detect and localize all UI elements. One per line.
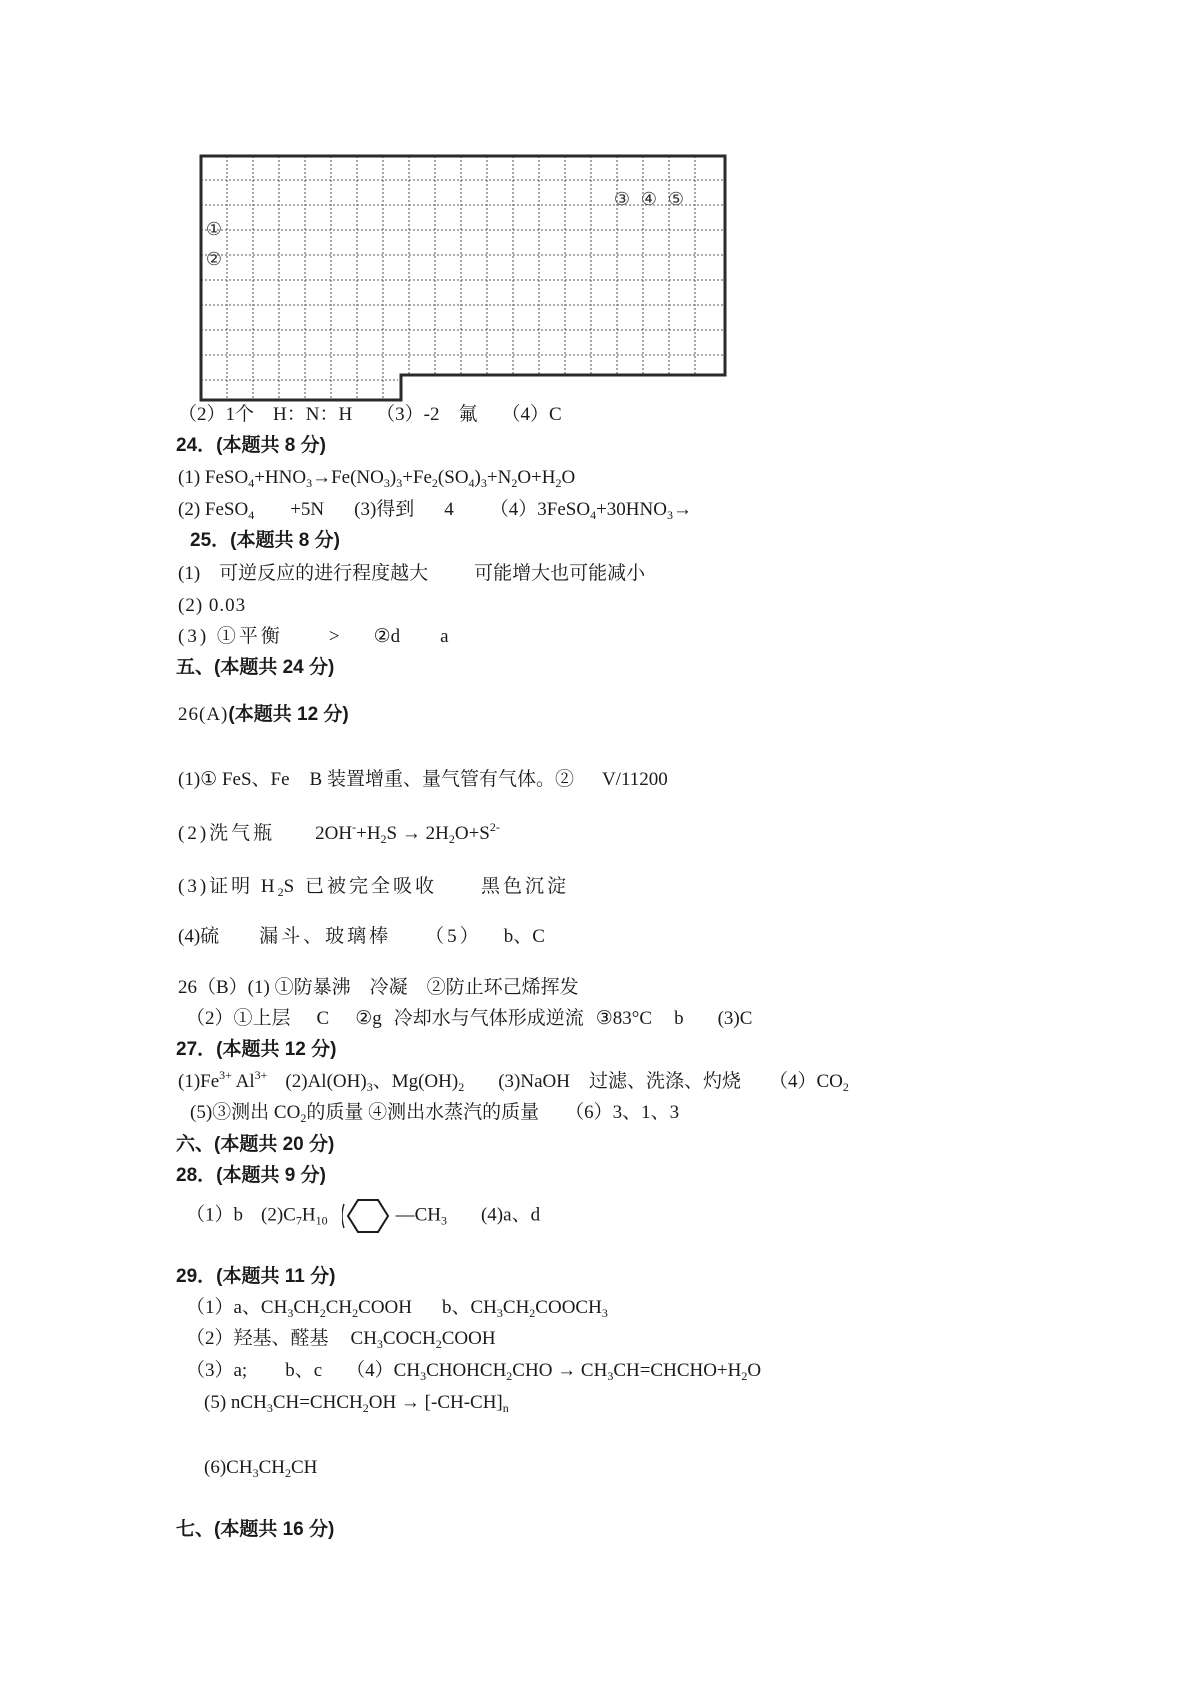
subscript: 3 (306, 476, 313, 490)
text: > (328, 626, 340, 647)
text: CH (290, 1457, 318, 1478)
subscript: 3 (601, 1306, 608, 1320)
text: CH (293, 1297, 320, 1318)
text: (4)a、d (480, 1204, 541, 1226)
text: ) (389, 467, 397, 488)
answer-23-line (178, 403, 562, 427)
subscript: 4 (248, 476, 255, 490)
answer-29-3 (186, 1359, 761, 1383)
text: （5） (425, 926, 482, 947)
answer-28-1 (186, 1196, 540, 1236)
subscript: 10 (315, 1213, 328, 1228)
text: (3)C (717, 1008, 753, 1029)
text: (3)得到 (354, 499, 415, 520)
subscript: 2 (362, 1401, 369, 1415)
text: (3)NaOH 过滤、洗涤、灼烧 (498, 1071, 741, 1092)
answer-23-3: （3）-2 氟 (376, 404, 478, 425)
answer-25-1 (178, 562, 645, 586)
text: COOH (358, 1297, 412, 1318)
text: 冷却水与气体形成逆流 (393, 1008, 584, 1029)
superscript: 3+ (219, 1068, 232, 1082)
subscript: 3 (440, 1213, 447, 1228)
answer-26a-1 (178, 768, 668, 792)
text: CH=CHCH (272, 1392, 363, 1413)
text: (1)Fe (178, 1071, 220, 1092)
marker-3: ③ (613, 189, 631, 210)
section-6-heading: 六、(本题共 20 分) (176, 1134, 335, 1155)
text: (2)洗气瓶 (178, 823, 276, 844)
text: CH (502, 1297, 530, 1318)
subscript: 3 (366, 1080, 373, 1094)
text: C (316, 1008, 330, 1029)
answer-27-2 (190, 1101, 679, 1125)
text: O+S (454, 823, 490, 844)
text: B 装置增重、量气管有气体。② (309, 769, 574, 790)
text: (2)Al(OH) (285, 1071, 367, 1092)
text: （3）a; (186, 1360, 248, 1381)
subscript: n (502, 1401, 509, 1415)
text: +5N (290, 499, 325, 520)
text: +H (356, 823, 381, 844)
text: S → 2H (386, 823, 449, 844)
text: +30HNO (596, 499, 667, 520)
subscript: 2 (458, 1080, 465, 1094)
text: (5) nCH (204, 1392, 267, 1413)
text: （1）b (186, 1204, 244, 1226)
text: （4）CO (768, 1071, 843, 1092)
text: (6)CH (204, 1457, 253, 1478)
text: 2OH (315, 823, 353, 844)
superscript: - (352, 820, 357, 834)
answer-26b-1: 26（B）(1) ①防暴沸 冷凝 ②防止环己烯挥发 (178, 977, 579, 998)
subscript: 4 (248, 508, 255, 522)
text: （2）①上层 (186, 1008, 291, 1029)
subscript: 2 (435, 1337, 442, 1351)
question-27-heading: 27．(本题共 12 分) (176, 1039, 337, 1060)
text: → (672, 499, 692, 520)
answer-29-6 (204, 1456, 317, 1480)
text: COOCH (535, 1297, 602, 1318)
text: （4）3FeSO (489, 499, 591, 520)
superscript: 3+ (254, 1068, 268, 1082)
text: +Fe (402, 467, 432, 488)
subscript: 2 (277, 885, 284, 899)
text: ②g (355, 1008, 382, 1029)
subscript: 2 (380, 832, 387, 846)
text: （6）3、1、3 (565, 1102, 680, 1123)
answer-29-2 (186, 1327, 496, 1351)
subscript: 2 (529, 1306, 536, 1320)
text: 26(A) (178, 704, 229, 725)
subscript: 3 (666, 508, 673, 522)
subscript: 2 (506, 1369, 513, 1383)
subscript: 3 (396, 476, 403, 490)
text: (3) ①平衡 (178, 626, 283, 647)
marker-2: ② (205, 249, 223, 270)
section-7-heading: 七、(本题共 16 分) (176, 1519, 335, 1540)
answer-24-1 (178, 466, 575, 490)
subscript: 2 (319, 1306, 326, 1320)
answer-26b-2 (186, 1007, 752, 1031)
subscript: 3 (287, 1306, 294, 1320)
text: COOH (441, 1328, 496, 1349)
text: b (674, 1008, 684, 1029)
subscript: 3 (420, 1369, 427, 1383)
cyclohexane-ring-icon (342, 1196, 396, 1236)
answer-25-3 (178, 625, 449, 649)
text: CH (350, 1328, 377, 1349)
subscript: 2 (448, 832, 455, 846)
text: (5)③测出 CO (190, 1102, 301, 1123)
subscript: 2 (555, 476, 562, 490)
subscript: 2 (300, 1111, 307, 1125)
text: 漏斗、玻璃棒 (259, 926, 392, 947)
subscript: 3 (376, 1337, 383, 1351)
text: O (561, 467, 576, 488)
text: （4）CH (346, 1360, 421, 1381)
text: V/11200 (601, 769, 668, 790)
text: 可能增大也可能减小 (474, 563, 646, 584)
text: (4)硫 (178, 926, 220, 947)
subscript: 7 (295, 1213, 302, 1228)
question-24-heading: 24．(本题共 8 分) (176, 435, 326, 456)
marker-1: ① (205, 219, 223, 240)
text: H (301, 1204, 316, 1226)
subscript: 4 (590, 508, 597, 522)
text: 黑色沉淀 (480, 876, 569, 897)
text: (3)证明 H (178, 876, 278, 897)
question-26a-heading (178, 703, 349, 727)
text: (1) FeSO (178, 467, 249, 488)
text: CH (258, 1457, 285, 1478)
text: (1) 可逆反应的进行程度越大 (178, 563, 429, 584)
text: CHOHCH (426, 1360, 507, 1381)
subscript: 3 (383, 476, 390, 490)
answer-29-1 (186, 1296, 608, 1320)
subscript: 3 (266, 1401, 273, 1415)
periodic-table-grid (198, 153, 728, 403)
text: +HNO (254, 467, 307, 488)
answer-29-5 (204, 1391, 509, 1415)
subscript: 2 (511, 476, 518, 490)
subscript: 4 (468, 476, 475, 490)
subscript: 3 (496, 1306, 503, 1320)
text: (本题共 12 分) (228, 704, 349, 725)
question-29-heading: 29．(本题共 11 分) (176, 1266, 336, 1287)
text: b、C (503, 926, 545, 947)
text: 的质量 ④测出水蒸汽的质量 (306, 1102, 540, 1123)
subscript: 2 (352, 1306, 359, 1320)
subscript: 3 (607, 1369, 614, 1383)
answer-24-2 (178, 498, 692, 522)
question-25-heading: 25．(本题共 8 分) (190, 530, 340, 551)
text: (2) FeSO (178, 499, 249, 520)
text: (2)C (261, 1204, 296, 1226)
text: O+H (517, 467, 556, 488)
subscript: 3 (480, 476, 487, 490)
text: （1）a、CH (186, 1297, 288, 1318)
answer-26a-3 (178, 875, 569, 899)
text: b、CH (441, 1297, 497, 1318)
subscript: 2 (284, 1466, 291, 1480)
subscript: 3 (252, 1466, 259, 1480)
text: b、c (285, 1360, 323, 1381)
text: +N (486, 467, 512, 488)
answer-25-2: (2) 0.03 (178, 595, 247, 616)
text: COCH (382, 1328, 436, 1349)
answer-27-1 (178, 1070, 849, 1094)
section-5-heading: 五、(本题共 24 分) (176, 657, 335, 678)
text: (SO (437, 467, 469, 488)
text: 、Mg(OH) (372, 1071, 459, 1092)
text: Al (231, 1071, 255, 1092)
text: （2）羟基、醛基 (186, 1328, 329, 1349)
superscript: 2- (489, 820, 500, 834)
text: O (747, 1360, 762, 1381)
answer-23-4: （4）C (501, 404, 562, 425)
text: CH (325, 1297, 353, 1318)
subscript: 2 (431, 476, 438, 490)
subscript: 2 (842, 1080, 849, 1094)
text: (1)① FeS、Fe (178, 769, 290, 790)
text: S 已被完全吸收 (283, 876, 437, 897)
text: ) (474, 467, 481, 488)
text: CHO → CH (512, 1360, 608, 1381)
text: OH → [-CH-CH] (368, 1392, 503, 1413)
answer-26a-4 (178, 925, 545, 949)
text: CH=CHCHO+H (613, 1360, 742, 1381)
text: 4 (444, 499, 454, 520)
text: ③83°C (595, 1008, 653, 1029)
answer-23-2: （2）1个 H：N：H (178, 404, 353, 425)
text: —CH (395, 1204, 441, 1226)
marker-4: ④ (640, 189, 658, 210)
text: ②d (373, 626, 401, 647)
text: →Fe(NO (312, 467, 384, 488)
subscript: 2 (741, 1369, 748, 1383)
marker-5: ⑤ (667, 189, 685, 210)
text: a (440, 626, 449, 647)
question-28-heading: 28．(本题共 9 分) (176, 1165, 326, 1186)
answer-26a-2 (178, 822, 500, 846)
